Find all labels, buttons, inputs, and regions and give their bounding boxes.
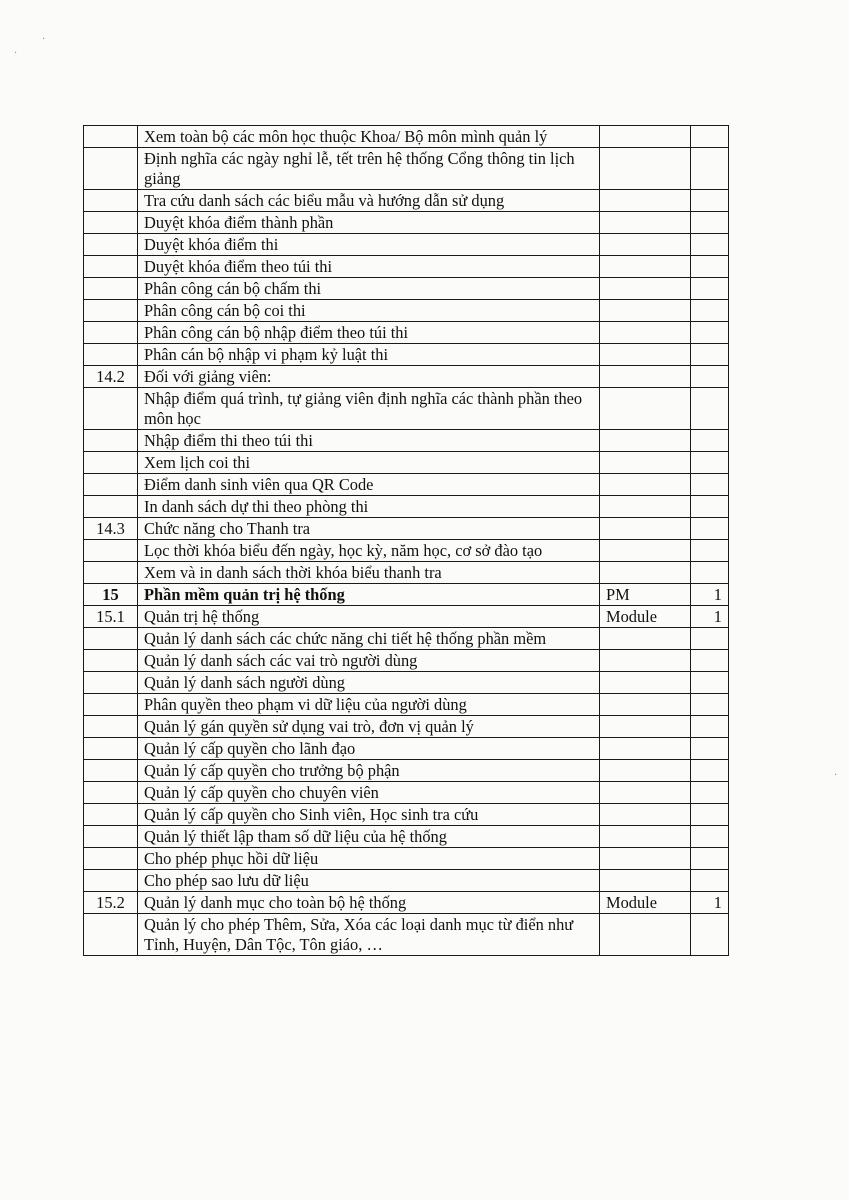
unit-cell bbox=[600, 694, 691, 716]
table-row bbox=[84, 234, 729, 256]
quantity-cell bbox=[691, 256, 729, 278]
unit-cell bbox=[600, 826, 691, 848]
quantity-cell bbox=[691, 716, 729, 738]
row-number-cell bbox=[84, 474, 138, 496]
row-number-cell bbox=[84, 672, 138, 694]
quantity-cell bbox=[691, 848, 729, 870]
quantity-cell bbox=[691, 212, 729, 234]
unit-cell bbox=[600, 782, 691, 804]
quantity-cell bbox=[691, 126, 729, 148]
table-row bbox=[84, 366, 729, 388]
quantity-cell bbox=[691, 366, 729, 388]
row-number-cell bbox=[84, 628, 138, 650]
row-number-cell: 15 bbox=[84, 584, 138, 606]
row-number-cell bbox=[84, 870, 138, 892]
table-row bbox=[84, 848, 729, 870]
table-row bbox=[84, 870, 729, 892]
quantity-cell bbox=[691, 190, 729, 212]
function-list-table bbox=[83, 125, 729, 956]
table-row bbox=[84, 212, 729, 234]
description-cell: Quản lý cấp quyền cho trưởng bộ phận bbox=[138, 760, 600, 782]
row-number-cell bbox=[84, 256, 138, 278]
description-cell: Lọc thời khóa biểu đến ngày, học kỳ, năm học, cơ sở đào tạo bbox=[138, 540, 600, 562]
unit-cell bbox=[600, 388, 691, 430]
description-cell: Phân công cán bộ nhập điểm theo túi thi bbox=[138, 322, 600, 344]
unit-cell bbox=[600, 190, 691, 212]
unit-cell bbox=[600, 848, 691, 870]
quantity-cell bbox=[691, 562, 729, 584]
unit-cell: PM bbox=[600, 584, 691, 606]
unit-cell bbox=[600, 430, 691, 452]
quantity-cell bbox=[691, 474, 729, 496]
quantity-cell bbox=[691, 148, 729, 190]
unit-cell bbox=[600, 562, 691, 584]
unit-cell bbox=[600, 474, 691, 496]
quantity-cell bbox=[691, 694, 729, 716]
table-body bbox=[84, 126, 729, 956]
table-row bbox=[84, 344, 729, 366]
row-number-cell bbox=[84, 190, 138, 212]
table-row bbox=[84, 540, 729, 562]
quantity-cell bbox=[691, 782, 729, 804]
unit-cell bbox=[600, 212, 691, 234]
table-row bbox=[84, 782, 729, 804]
description-cell: Duyệt khóa điểm thi bbox=[138, 234, 600, 256]
quantity-cell bbox=[691, 804, 729, 826]
quantity-cell bbox=[691, 870, 729, 892]
unit-cell bbox=[600, 234, 691, 256]
unit-cell bbox=[600, 738, 691, 760]
unit-cell bbox=[600, 300, 691, 322]
quantity-cell bbox=[691, 826, 729, 848]
table-row bbox=[84, 256, 729, 278]
quantity-cell bbox=[691, 344, 729, 366]
table-row bbox=[84, 190, 729, 212]
description-cell: In danh sách dự thi theo phòng thi bbox=[138, 496, 600, 518]
quantity-cell bbox=[691, 672, 729, 694]
row-number-cell: 15.1 bbox=[84, 606, 138, 628]
row-number-cell bbox=[84, 322, 138, 344]
row-number-cell bbox=[84, 300, 138, 322]
row-number-cell bbox=[84, 848, 138, 870]
unit-cell bbox=[600, 452, 691, 474]
quantity-cell bbox=[691, 322, 729, 344]
quantity-cell bbox=[691, 628, 729, 650]
description-cell: Quản lý danh mục cho toàn bộ hệ thống bbox=[138, 892, 600, 914]
table-row bbox=[84, 628, 729, 650]
quantity-cell bbox=[691, 914, 729, 956]
table-row bbox=[84, 892, 729, 914]
scan-speck: · bbox=[42, 34, 46, 45]
table-row bbox=[84, 914, 729, 956]
description-cell: Phân công cán bộ coi thi bbox=[138, 300, 600, 322]
quantity-cell: 1 bbox=[691, 892, 729, 914]
row-number-cell bbox=[84, 694, 138, 716]
table-row bbox=[84, 496, 729, 518]
unit-cell bbox=[600, 496, 691, 518]
table-row bbox=[84, 126, 729, 148]
table-row bbox=[84, 606, 729, 628]
table-row bbox=[84, 474, 729, 496]
table-row bbox=[84, 148, 729, 190]
table-row bbox=[84, 694, 729, 716]
quantity-cell bbox=[691, 388, 729, 430]
description-cell: Xem lịch coi thi bbox=[138, 452, 600, 474]
unit-cell bbox=[600, 914, 691, 956]
unit-cell bbox=[600, 716, 691, 738]
row-number-cell bbox=[84, 452, 138, 474]
table-row bbox=[84, 672, 729, 694]
row-number-cell bbox=[84, 826, 138, 848]
description-cell: Điểm danh sinh viên qua QR Code bbox=[138, 474, 600, 496]
description-cell: Quản trị hệ thống bbox=[138, 606, 600, 628]
description-cell: Quản lý cho phép Thêm, Sửa, Xóa các loại danh mục từ điển như Tỉnh, Huyện, Dân Tộc, Tôn giáo, … bbox=[138, 914, 600, 956]
unit-cell: Module bbox=[600, 606, 691, 628]
row-number-cell bbox=[84, 212, 138, 234]
row-number-cell bbox=[84, 760, 138, 782]
unit-cell bbox=[600, 322, 691, 344]
description-cell: Chức năng cho Thanh tra bbox=[138, 518, 600, 540]
unit-cell bbox=[600, 650, 691, 672]
row-number-cell bbox=[84, 782, 138, 804]
description-cell: Đối với giảng viên: bbox=[138, 366, 600, 388]
unit-cell bbox=[600, 278, 691, 300]
description-cell: Quản lý gán quyền sử dụng vai trò, đơn vị quản lý bbox=[138, 716, 600, 738]
unit-cell bbox=[600, 518, 691, 540]
row-number-cell bbox=[84, 562, 138, 584]
table-row bbox=[84, 388, 729, 430]
description-cell: Duyệt khóa điểm theo túi thi bbox=[138, 256, 600, 278]
section-row bbox=[84, 584, 729, 606]
table-row bbox=[84, 760, 729, 782]
row-number-cell: 14.3 bbox=[84, 518, 138, 540]
table-row bbox=[84, 804, 729, 826]
unit-cell bbox=[600, 804, 691, 826]
description-cell: Phân cán bộ nhập vi phạm kỷ luật thi bbox=[138, 344, 600, 366]
unit-cell bbox=[600, 628, 691, 650]
row-number-cell bbox=[84, 716, 138, 738]
description-cell: Phân công cán bộ chấm thi bbox=[138, 278, 600, 300]
row-number-cell bbox=[84, 540, 138, 562]
scan-speck: · bbox=[834, 770, 838, 781]
row-number-cell: 15.2 bbox=[84, 892, 138, 914]
description-cell: Phần mềm quản trị hệ thống bbox=[138, 584, 600, 606]
table-row bbox=[84, 650, 729, 672]
description-cell: Xem toàn bộ các môn học thuộc Khoa/ Bộ môn mình quản lý bbox=[138, 126, 600, 148]
row-number-cell bbox=[84, 738, 138, 760]
description-cell: Tra cứu danh sách các biểu mẫu và hướng dẫn sử dụng bbox=[138, 190, 600, 212]
row-number-cell bbox=[84, 126, 138, 148]
unit-cell bbox=[600, 344, 691, 366]
unit-cell bbox=[600, 672, 691, 694]
scan-speck: · bbox=[14, 48, 18, 59]
row-number-cell bbox=[84, 278, 138, 300]
table-row bbox=[84, 826, 729, 848]
unit-cell bbox=[600, 870, 691, 892]
unit-cell bbox=[600, 540, 691, 562]
row-number-cell bbox=[84, 804, 138, 826]
quantity-cell bbox=[691, 760, 729, 782]
table-row bbox=[84, 716, 729, 738]
row-number-cell: 14.2 bbox=[84, 366, 138, 388]
description-cell: Quản lý danh sách các vai trò người dùng bbox=[138, 650, 600, 672]
quantity-cell bbox=[691, 650, 729, 672]
quantity-cell bbox=[691, 518, 729, 540]
unit-cell bbox=[600, 148, 691, 190]
description-cell: Phân quyền theo phạm vi dữ liệu của người dùng bbox=[138, 694, 600, 716]
row-number-cell bbox=[84, 148, 138, 190]
table-row bbox=[84, 322, 729, 344]
quantity-cell bbox=[691, 496, 729, 518]
description-cell: Quản lý cấp quyền cho lãnh đạo bbox=[138, 738, 600, 760]
row-number-cell bbox=[84, 344, 138, 366]
table-row bbox=[84, 278, 729, 300]
quantity-cell bbox=[691, 738, 729, 760]
unit-cell bbox=[600, 126, 691, 148]
unit-cell: Module bbox=[600, 892, 691, 914]
unit-cell bbox=[600, 366, 691, 388]
quantity-cell bbox=[691, 430, 729, 452]
table-row bbox=[84, 452, 729, 474]
table-row bbox=[84, 300, 729, 322]
row-number-cell bbox=[84, 496, 138, 518]
quantity-cell bbox=[691, 540, 729, 562]
row-number-cell bbox=[84, 388, 138, 430]
row-number-cell bbox=[84, 914, 138, 956]
description-cell: Quản lý thiết lập tham số dữ liệu của hệ thống bbox=[138, 826, 600, 848]
description-cell: Cho phép sao lưu dữ liệu bbox=[138, 870, 600, 892]
description-cell: Nhập điểm thi theo túi thi bbox=[138, 430, 600, 452]
description-cell: Cho phép phục hồi dữ liệu bbox=[138, 848, 600, 870]
description-cell: Quản lý danh sách các chức năng chi tiết hệ thống phần mềm bbox=[138, 628, 600, 650]
description-cell: Quản lý danh sách người dùng bbox=[138, 672, 600, 694]
description-cell: Xem và in danh sách thời khóa biểu thanh tra bbox=[138, 562, 600, 584]
description-cell: Quản lý cấp quyền cho Sinh viên, Học sinh tra cứu bbox=[138, 804, 600, 826]
quantity-cell bbox=[691, 234, 729, 256]
quantity-cell: 1 bbox=[691, 584, 729, 606]
description-cell: Nhập điểm quá trình, tự giảng viên định nghĩa các thành phần theo môn học bbox=[138, 388, 600, 430]
table-row bbox=[84, 518, 729, 540]
table-row bbox=[84, 562, 729, 584]
description-cell: Quản lý cấp quyền cho chuyên viên bbox=[138, 782, 600, 804]
description-cell: Định nghĩa các ngày nghỉ lễ, tết trên hệ thống Cổng thông tin lịch giảng bbox=[138, 148, 600, 190]
description-cell: Duyệt khóa điểm thành phần bbox=[138, 212, 600, 234]
quantity-cell bbox=[691, 452, 729, 474]
row-number-cell bbox=[84, 430, 138, 452]
table-row bbox=[84, 738, 729, 760]
row-number-cell bbox=[84, 650, 138, 672]
unit-cell bbox=[600, 760, 691, 782]
quantity-cell: 1 bbox=[691, 606, 729, 628]
table-row bbox=[84, 430, 729, 452]
unit-cell bbox=[600, 256, 691, 278]
quantity-cell bbox=[691, 300, 729, 322]
row-number-cell bbox=[84, 234, 138, 256]
quantity-cell bbox=[691, 278, 729, 300]
